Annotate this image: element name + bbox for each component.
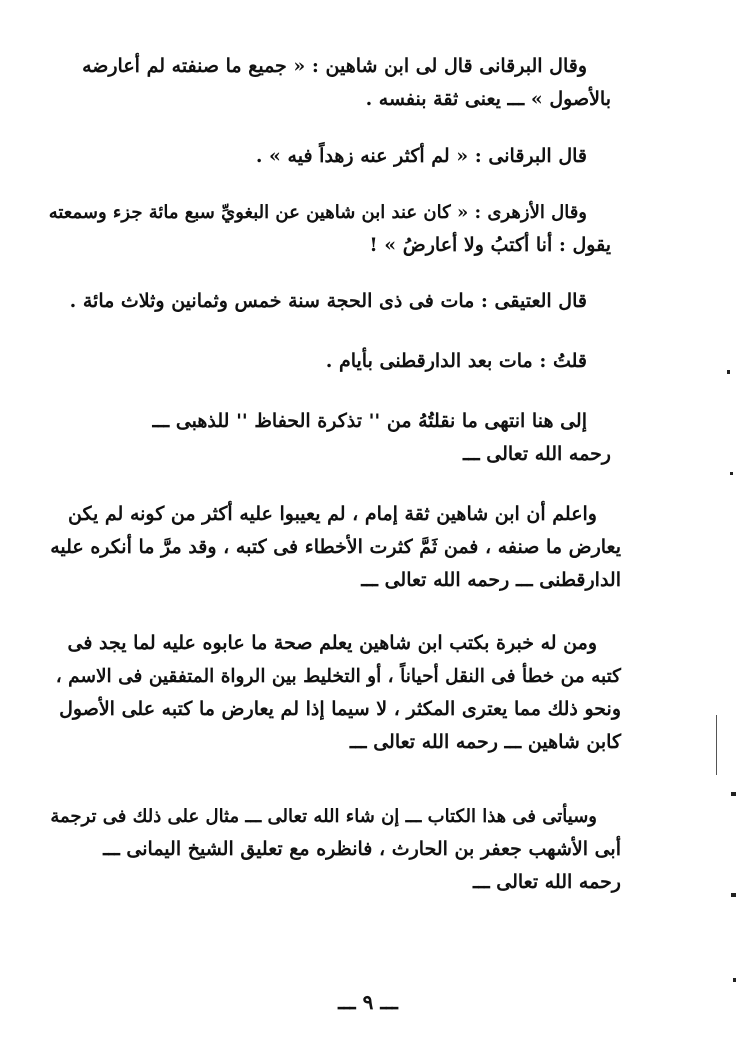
scan-edge-mark xyxy=(716,715,717,775)
paragraph-forthcoming-example xyxy=(46,800,621,899)
text-line: الدارقطنى ـــ رحمه الله تعالى ـــ xyxy=(361,569,621,591)
paragraph-author-note xyxy=(46,345,611,378)
scan-edge-mark xyxy=(731,792,736,796)
scan-edge-mark xyxy=(731,893,736,897)
text-line: بالأصول » ـــ يعنى ثقة بنفسه . xyxy=(365,88,611,110)
scan-edge-mark xyxy=(730,472,733,475)
text-line: قال البرقانى : « لم أكثر عنه زهداً فيه » . xyxy=(255,145,587,167)
text-line: يقول : أنا أكتبُ ولا أعارضُ » ! xyxy=(369,234,611,256)
text-line: إلى هنا انتهى ما نقلتُهُ من '' تذكرة الحفاظ '' للذهبى ـــ xyxy=(152,410,587,432)
paragraph-barqani-quote xyxy=(46,50,611,116)
text-line: وقال البرقانى قال لى ابن شاهين : « جميع ما صنفته لم أعارضه xyxy=(82,55,587,77)
text-line: يعارض ما صنفه ، فمن ثَمَّ كثرت الأخطاء فى كتبه ، وقد مرَّ ما أنكره عليه xyxy=(50,536,621,558)
text-line: ومن له خبرة بكتب ابن شاهين يعلم صحة ما عابوه عليه لما يجد فى xyxy=(67,632,597,654)
text-line: ونحو ذلك مما يعترى المكثر ، لا سيما إذا لم يعارض ما كتبه على الأصول xyxy=(59,698,621,720)
text-line: رحمه الله تعالى ـــ xyxy=(462,443,611,465)
text-line: كابن شاهين ـــ رحمه الله تعالى ـــ xyxy=(349,731,621,753)
text-line: وسيأتى فى هذا الكتاب ـــ إن شاء الله تعالى ـــ مثال على ذلك فى ترجمة xyxy=(50,806,597,827)
scan-edge-mark xyxy=(727,370,730,374)
page-number: ـــ ٩ ـــ xyxy=(338,990,398,1014)
paragraph-tadhkira-end xyxy=(46,405,611,471)
text-line: أبى الأشهب جعفر بن الحارث ، فانظره مع تعليق الشيخ اليمانى ـــ xyxy=(103,838,621,860)
paragraph-ibn-shahin-trustworthy xyxy=(46,498,621,597)
text-line: قال العتيقى : مات فى ذى الحجة سنة خمس وثمانين وثلاث مائة . xyxy=(69,290,587,312)
paragraph-atiqi-death xyxy=(46,285,611,318)
text-line: قلتُ : مات بعد الدارقطنى بأيام . xyxy=(325,350,587,372)
text-line: رحمه الله تعالى ـــ xyxy=(472,871,621,893)
paragraph-errors-in-books xyxy=(46,627,621,759)
text-line: واعلم أن ابن شاهين ثقة إمام ، لم يعيبوا عليه أكثر من كونه لم يكن xyxy=(68,503,597,525)
paragraph-barqani-zuhd xyxy=(46,140,611,173)
text-line: كتبه من خطأ فى النقل أحياناً ، أو التخليط بين الرواة المتفقين فى الاسم ، xyxy=(55,666,621,687)
text-line: وقال الأزهرى : « كان عند ابن شاهين عن البغويِّ سبع مائة جزء وسمعته xyxy=(48,202,587,223)
paragraph-azhari-quote xyxy=(46,196,611,262)
